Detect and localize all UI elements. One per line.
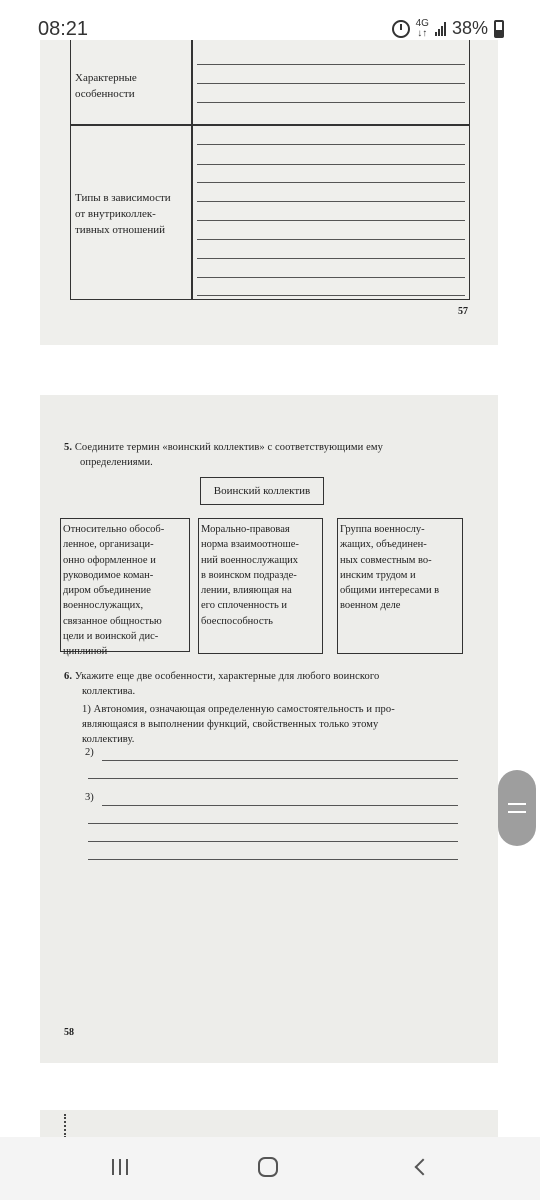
status-time: 08:21 (38, 18, 89, 40)
table-column-divider (191, 40, 193, 299)
recents-button[interactable] (90, 1147, 150, 1187)
page-number: 57 (458, 306, 468, 317)
network-label: 4G (415, 17, 429, 29)
page-58 (40, 395, 498, 1063)
answer-text: коллективу. (82, 734, 135, 745)
answer-line (88, 859, 458, 860)
definition-box-3: Группа военнослу- жащих, объединен- ных совместным во- инским трудом и общими интересами в военном деле (337, 518, 463, 654)
answer-line (102, 805, 458, 806)
question-text: определениями. (80, 457, 153, 468)
answer-line (197, 83, 465, 84)
question-text: Соедините термин «воинский коллектив» с соответствующими ему (74, 442, 383, 453)
answer-line (197, 201, 465, 202)
home-icon (258, 1157, 278, 1177)
answer-line (102, 760, 458, 761)
answer-line (197, 64, 465, 65)
table-row-divider (71, 124, 469, 126)
page-59-preview (40, 1110, 498, 1140)
answer-line (197, 277, 465, 278)
answer-line (197, 144, 465, 145)
scroll-handle[interactable] (498, 770, 536, 846)
worksheet-table (70, 40, 470, 300)
row-label-characteristics (75, 70, 189, 102)
definition-box-2: Морально-правовая норма взаимоотноше- ний военнослужащих в воинском подразде- лении, влияющая на его сплоченность и боеспособность (198, 518, 323, 654)
signal-icon (435, 22, 446, 36)
back-button[interactable] (390, 1147, 450, 1187)
label-line: Характерные (75, 72, 137, 84)
text-cursor-mark (64, 1114, 66, 1138)
data-arrows-icon: ↓↑ (417, 27, 428, 39)
status-icons (392, 18, 504, 39)
answer-text: являющаяся в выполнении функций, свойственных только этому (82, 719, 379, 730)
answer-number: 3) (85, 792, 94, 803)
answer-line (197, 182, 465, 183)
network-type (416, 19, 429, 39)
question-text: коллектива. (82, 686, 136, 697)
navigation-bar (0, 1137, 540, 1200)
answer-text: 1) Автономия, означающая определенную самостоятельность и про- (82, 704, 395, 715)
question-6 (64, 669, 476, 747)
label-line: Типы в зависимости (75, 192, 171, 204)
alarm-icon (392, 20, 410, 38)
label-line: от внутриколлек- (75, 208, 156, 220)
answer-line (197, 164, 465, 165)
definition-box-1: Относительно обособ- ленное, организаци- онно оформленное и руководимое коман- диром объединение военнослужащих, связанное общностью цели и воинской дис- циплиной (60, 518, 190, 652)
answer-line (88, 841, 458, 842)
answer-line (197, 220, 465, 221)
answer-line (197, 258, 465, 259)
battery-icon (494, 20, 504, 38)
page-number: 58 (64, 1027, 74, 1038)
answer-line (88, 778, 458, 779)
battery-percent: 38% (451, 18, 488, 38)
answer-line (197, 239, 465, 240)
term-box: Воинский коллектив (200, 477, 324, 505)
label-line: особенности (75, 88, 135, 100)
recents-icon (112, 1159, 128, 1175)
answer-line (88, 823, 458, 824)
answer-number: 2) (85, 747, 94, 758)
question-number: 5. (64, 442, 73, 453)
home-button[interactable] (238, 1147, 298, 1187)
row-label-types (75, 190, 189, 238)
back-icon (415, 1159, 432, 1176)
question-5 (64, 440, 474, 470)
label-line: тивных отношений (75, 224, 165, 236)
question-text: Укажите еще две особенности, характерные для любого воинского (74, 671, 380, 682)
page-57 (40, 40, 498, 345)
question-number: 6. (64, 671, 73, 682)
answer-line (197, 102, 465, 103)
answer-line (197, 295, 465, 296)
